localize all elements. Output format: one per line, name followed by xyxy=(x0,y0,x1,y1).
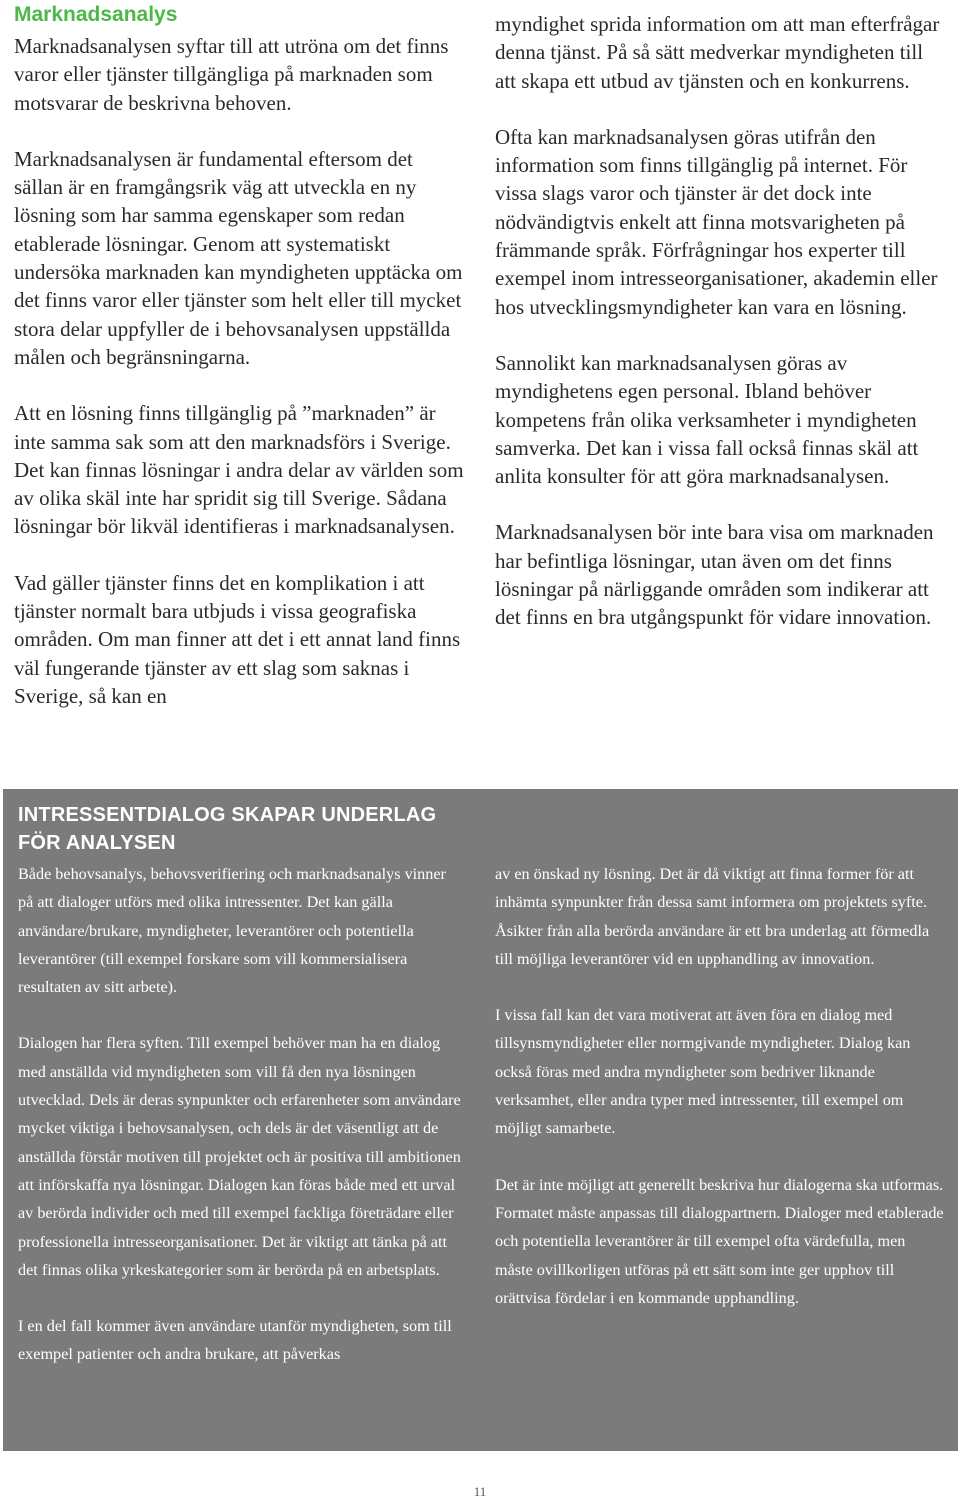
page-number: 11 xyxy=(473,1484,487,1499)
box-paragraph: Dialogen har flera syften. Till exempel behöver man ha en dialog med anställda vid myndigheten som vill få den nya lösningen utvecklad. Dels är deras synpunkter och erfarenheter som användare mycket viktiga i behovsanalysen, och dels är det väsentligt att de anställda förstår motiven till projektet och är positiva till ambitionen att införskaffa nya lösningar. Dialogen kan föras både med ett urval av berörda individer och med till exempel fackliga företrädare eller professionella intresseorganisationer. Det är viktigt att tänka på att det finnas olika yrkeskategorier som är berörda på en arbetsplats. xyxy=(18,1034,461,1279)
paragraph: Ofta kan marknadsanalysen göras utifrån den information som finns tillgänglig på internet. För vissa slags varor och tjänster är det dock inte nödvändigtvis enkelt att finna motsvarigheten på främmande språk. Förfrågningar hos experter till exempel inom intresseorganisationer, akademin eller hos utvecklingsmyndigheter kan vara en lösning. xyxy=(495,124,938,319)
box-paragraph: Både behovsanalys, behovsverifiering och marknadsanalys vinner på att dialoger utförs med olika intressenter. Det kan gälla användare/brukare, myndigheter, leverantörer och potentiella leverantörer (till exempel forskare som vill kommersialisera resultaten av sitt arbete). xyxy=(18,865,446,997)
article-left-column xyxy=(14,0,466,738)
paragraph: Marknadsanalysen bör inte bara visa om marknaden har befintliga lösningar, utan även om det finns lösningar på närliggande områden som indikerar att det finns en bra utgångspunkt för vidare innovation. xyxy=(495,520,934,630)
box-paragraph: av en önskad ny lösning. Det är då viktigt att finna former för att inhämta synpunkter från dessa samt informera om projektets syfte. Åsikter från alla berörda användare är ett bra underlag att förmedla till möjliga leverantörer vid en upphandling av innovation. xyxy=(495,865,930,968)
paragraph: myndighet sprida information om att man efterfrågar denna tjänst. På så sätt medverkar myndigheten till att skapa ett utbud av tjänsten och en konkurrens. xyxy=(495,12,940,93)
box-paragraph: I vissa fall kan det vara motiverat att även föra en dialog med tillsynsmyndigheter eller normgivande myndigheter. Dialog kan också föras med andra myndigheter som bedriver liknande verksamhet, eller andra typer med intressenter, till exempel om möjligt samarbete. xyxy=(495,1006,911,1138)
paragraph: Sannolikt kan marknadsanalysen göras av myndighetens egen personal. Ibland behöver kompetens från olika verksamheter i myndigheten samverka. Det kan i vissa fall också finnas skäl att anlita konsulter för att göra marknadsanalysen. xyxy=(495,350,919,489)
box-right-column xyxy=(495,860,945,1340)
box-left-column xyxy=(18,860,463,1397)
box-paragraph: I en del fall kommer även användare utanför myndigheten, som till exempel patienter och andra brukare, att påverkas xyxy=(18,1317,452,1364)
info-box xyxy=(3,789,958,1451)
paragraph: Vad gäller tjänster finns det en komplikation i att tjänster normalt bara utbjuds i vissa geografiska områden. Om man finner att det i ett annat land finns väl fungerande tjänster av ett slag som saknas i Sverige, så kan en xyxy=(14,570,461,708)
box-paragraph: Det är inte möjligt att generellt beskriva hur dialogerna ska utformas. Formatet måste anpassas till dialogpartnern. Dialoger med etablerade och potentiella leverantörer är till exempel ofta värdefulla, men måste ovillkorligen utföras på ett sätt som inte ger upphov till orättvisa fördelar i en kommande upphandling. xyxy=(495,1175,944,1307)
paragraph: Marknadsanalysen syftar till att utröna om det finns varor eller tjänster tillgängliga på marknaden som motsvarar de beskrivna behoven. xyxy=(14,34,449,115)
article-right-column xyxy=(495,10,945,660)
paragraph: Marknadsanalysen är fundamental eftersom det sällan är en framgångsrik väg att utveckla en ny lösning som har samma egenskaper som redan etablerade lösningar. Genom att systematiskt undersöka marknaden kan myndigheten upptäcka om det finns varor eller tjänster som helt eller till mycket stora delar uppfyller de i behovsanalysen uppställda målen och begränsningarna. xyxy=(14,146,463,369)
section-heading: Marknadsanalys xyxy=(14,3,178,26)
box-heading: INTRESSENTDIALOG SKAPAR UNDERLAG FÖR ANALYSEN xyxy=(18,804,437,854)
paragraph: Att en lösning finns tillgänglig på ”marknaden” är inte samma sak som att den marknadsförs i Sverige. Det kan finnas lösningar i andra delar av världen som av olika skäl inte har spridit sig till Sverige. Sådana lösningar bör likväl identifieras i marknadsanalysen. xyxy=(14,401,464,539)
